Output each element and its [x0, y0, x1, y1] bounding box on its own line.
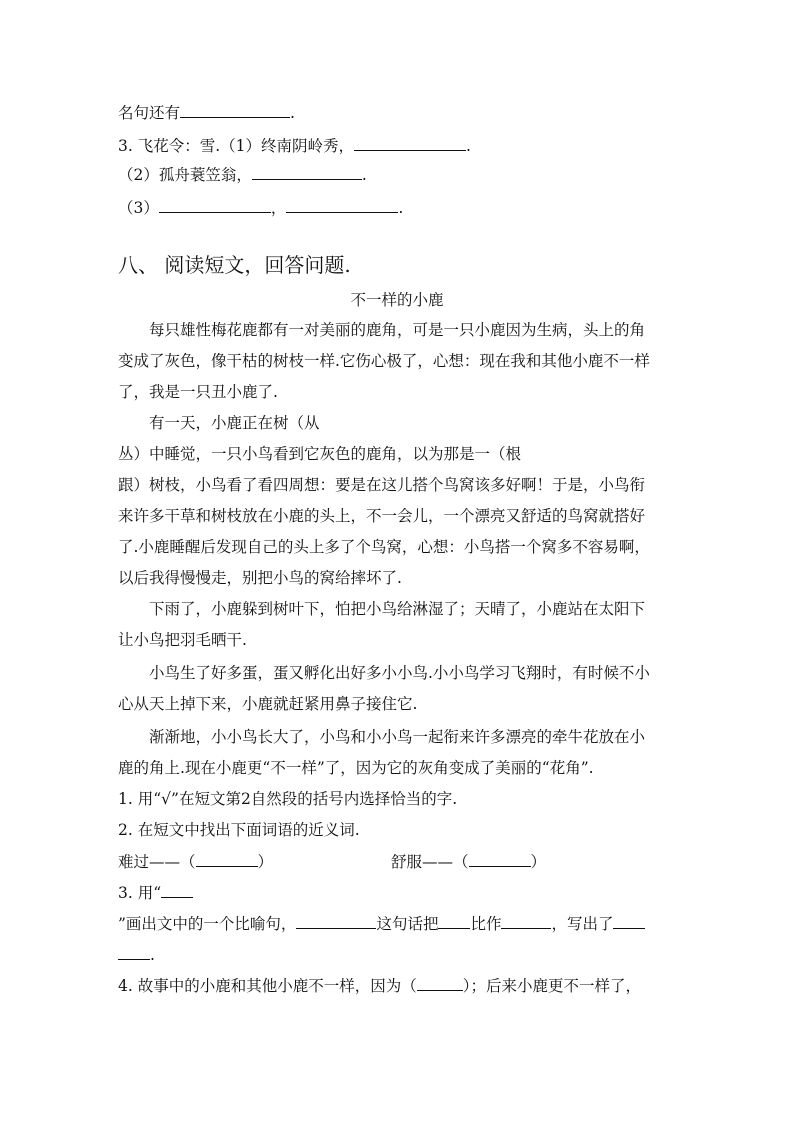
question-3-line-2: ”画出文中的一个比喻句， 这句话把 比作 ，写出了	[118, 912, 645, 934]
answer-blank[interactable]	[118, 943, 150, 960]
story-paragraph-line: 变成了灰色，像干枯的树枝一样.它伤心极了，心想：现在我和其他小鹿不一样	[118, 352, 650, 370]
story-paragraph-line: 来许多干草和树枝放在小鹿的头上，不一会儿，一个漂亮又舒适的鸟窝就搭好	[118, 507, 646, 525]
answer-blank[interactable]	[161, 881, 193, 898]
story-paragraph-line: 跟）树枝，小鸟看了看四周想：要是在这儿搭个鸟窝该多好啊！于是，小鸟衔	[118, 476, 646, 494]
question-3-line-3: .	[118, 943, 155, 965]
poetry-question-3-2: （2）孤舟蓑笠翁， .	[118, 163, 367, 185]
answer-blank[interactable]	[469, 850, 531, 867]
answer-blank[interactable]	[159, 196, 271, 213]
answer-blank[interactable]	[354, 134, 466, 151]
question-1: 1. 用“√”在短文第2自然段的括号内选择恰当的字.	[118, 790, 458, 808]
story-paragraph-line: 让小鸟把羽毛晒干.	[118, 631, 247, 649]
answer-blank[interactable]	[286, 196, 398, 213]
story-title: 不一样的小鹿	[350, 291, 444, 309]
story-paragraph-line: 每只雄性梅花鹿都有一对美丽的鹿角，可是一只小鹿因为生病，头上的角	[149, 321, 646, 339]
story-paragraph-line: 有一天，小鹿正在树（从	[149, 414, 320, 432]
story-paragraph-line: 鹿的角上.现在小鹿更“不一样”了，因为它的灰角变成了美丽的“花角”.	[118, 759, 594, 777]
answer-blank[interactable]	[417, 974, 463, 991]
answer-blank[interactable]	[296, 912, 376, 929]
question-3: 3. 用“	[118, 881, 193, 903]
answer-blank[interactable]	[438, 912, 470, 929]
question-4: 4. 故事中的小鹿和其他小鹿不一样，因为（ ）；后来小鹿更不一样了，	[118, 974, 641, 996]
answer-blank[interactable]	[252, 163, 362, 180]
section-title: 八、 阅读短文，回答问题.	[118, 253, 351, 277]
story-paragraph-line: 小鸟生了好多蛋，蛋又孵化出好多小小鸟.小小鸟学习飞翔时，有时候不小	[149, 664, 650, 682]
story-paragraph-line: 丛）中睡觉，一只小鸟看到它灰色的鹿角，以为那是一（根	[118, 445, 522, 463]
question-2: 2. 在短文中找出下面词语的近义词.	[118, 821, 360, 839]
answer-blank[interactable]	[613, 912, 645, 929]
answer-blank[interactable]	[501, 912, 551, 929]
question-2-synonym-b: 舒服——（ ）	[391, 850, 546, 872]
story-paragraph-line: 渐渐地，小小鸟长大了，小鸟和小小鸟一起衔来许多漂亮的牵牛花放在小	[149, 728, 646, 746]
poetry-question-3-3: （3） ， .	[118, 196, 403, 218]
answer-blank[interactable]	[196, 850, 258, 867]
question-2-synonym-a: 难过——（ ）	[118, 850, 273, 872]
story-paragraph-line: 了.小鹿睡醒后发现自己的头上多了个鸟窝，心想：小鸟搭一个窝多不容易啊，	[118, 538, 650, 556]
story-paragraph-line: 下雨了，小鹿躲到树叶下，怕把小鸟给淋湿了；天晴了，小鹿站在太阳下	[149, 600, 646, 618]
poetry-question-3: 3. 飞花令：雪.（1）终南阴岭秀， .	[118, 134, 471, 156]
story-paragraph-line: 心从天上掉下来，小鹿就赶紧用鼻子接住它.	[118, 695, 418, 713]
answer-blank[interactable]	[180, 101, 290, 118]
story-paragraph-line: 了，我是一只丑小鹿了.	[118, 383, 278, 401]
poetry-line-0: 名句还有 .	[118, 101, 295, 123]
story-paragraph-line: 以后我得慢慢走，别把小鸟的窝给摔坏了.	[118, 569, 402, 587]
